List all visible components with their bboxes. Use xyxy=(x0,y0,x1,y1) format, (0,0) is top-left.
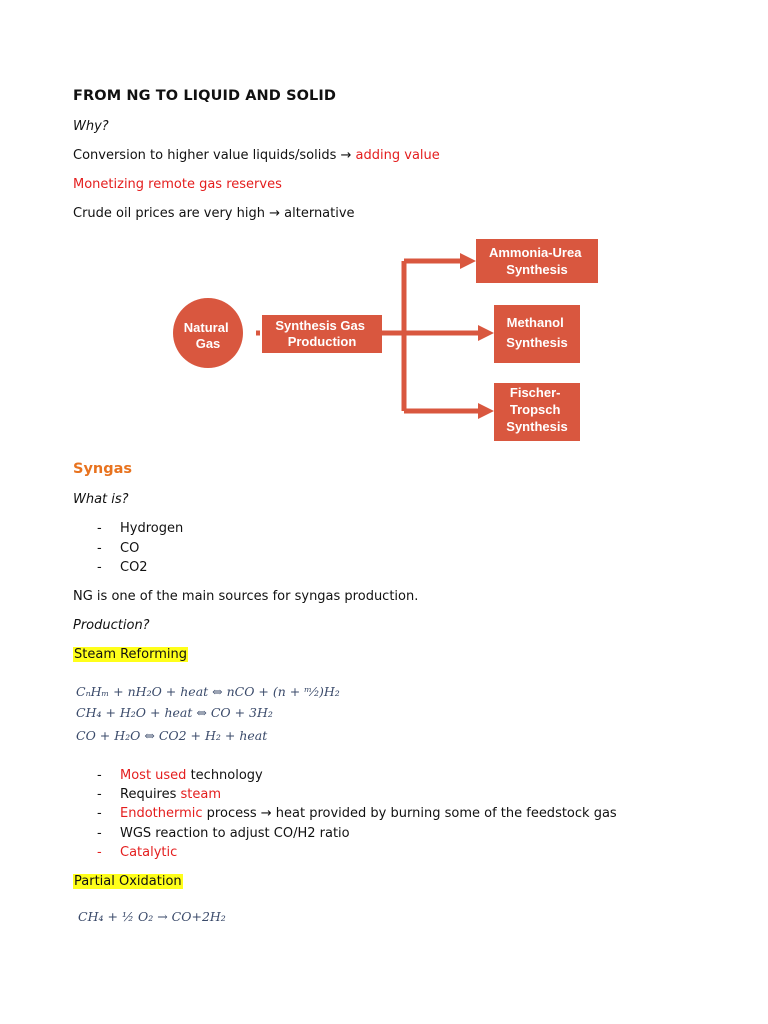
list-item: - xyxy=(97,541,102,556)
what-is-label: What is? xyxy=(73,492,129,507)
list-item-text: Catalytic xyxy=(120,845,178,860)
syngas-note: NG is one of the main sources for syngas production. xyxy=(73,589,419,604)
list-item-text: Requires steam xyxy=(120,787,222,802)
list-item-text: Endothermic process → heat provided by burning some of the feedstock gas xyxy=(120,806,617,821)
list-item-text: Most used technology xyxy=(120,768,263,783)
right-arrow-icon: → xyxy=(340,148,352,163)
list-item-text: CO2 xyxy=(120,560,148,575)
crude-oil-text: Crude oil prices are very high xyxy=(73,206,270,221)
conversion-line xyxy=(73,148,440,164)
right-arrow-icon: → xyxy=(269,206,281,221)
crude-oil-line xyxy=(73,206,355,222)
list-item: - xyxy=(97,826,102,841)
page-title: FROM NG TO LIQUID AND SOLID xyxy=(73,88,337,104)
equation-1: CₙHₘ + nH₂O + heat ⇔ nCO + (n + ᵐ⁄₂)H₂ xyxy=(76,684,340,699)
natural-gas-label: Natural Gas xyxy=(183,320,229,351)
syngas-heading: Syngas xyxy=(73,461,133,477)
methanol-label: Methanol Synthesis xyxy=(506,315,568,350)
equation-3: CO + H₂O ⇔ CO2 + H₂ + heat xyxy=(76,728,268,743)
list-item: - xyxy=(97,521,102,536)
equation-2: CH₄ + H₂O + heat ⇔ CO + 3H₂ xyxy=(76,705,273,720)
partial-oxidation-heading: Partial Oxidation xyxy=(74,874,182,889)
list-item-text: WGS reaction to adjust CO/H2 ratio xyxy=(120,826,350,841)
process-flow-diagram xyxy=(160,235,610,450)
list-item: - xyxy=(97,560,102,575)
alternative-text: alternative xyxy=(280,206,355,221)
arrowhead-icon xyxy=(478,325,494,341)
list-item: - xyxy=(97,768,102,783)
arrowhead-icon xyxy=(460,253,476,269)
equation-partial-oxidation: CH₄ + ½ O₂ → CO+2H₂ xyxy=(78,909,226,924)
ammonia-urea-label: Ammonia-Urea Synthesis xyxy=(488,245,582,277)
list-item-text: CO xyxy=(120,541,140,556)
steam-reforming-heading: Steam Reforming xyxy=(74,647,187,662)
arrowhead-icon xyxy=(478,403,494,419)
list-item: - xyxy=(97,787,102,802)
conversion-text: Conversion to higher value liquids/solids xyxy=(73,148,341,163)
why-label: Why? xyxy=(73,119,109,134)
synthesis-gas-label: Synthesis Gas Production xyxy=(275,318,365,349)
list-item: - xyxy=(97,806,102,821)
adding-value-text: adding value xyxy=(355,148,440,163)
list-item: - xyxy=(97,845,102,860)
list-item-text: Hydrogen xyxy=(120,521,184,536)
monetizing-line: Monetizing remote gas reserves xyxy=(73,177,282,192)
methanol-node xyxy=(494,305,580,363)
fischer-tropsch-label: Fischer- Tropsch Synthesis xyxy=(506,385,568,434)
production-label: Production? xyxy=(73,618,150,633)
